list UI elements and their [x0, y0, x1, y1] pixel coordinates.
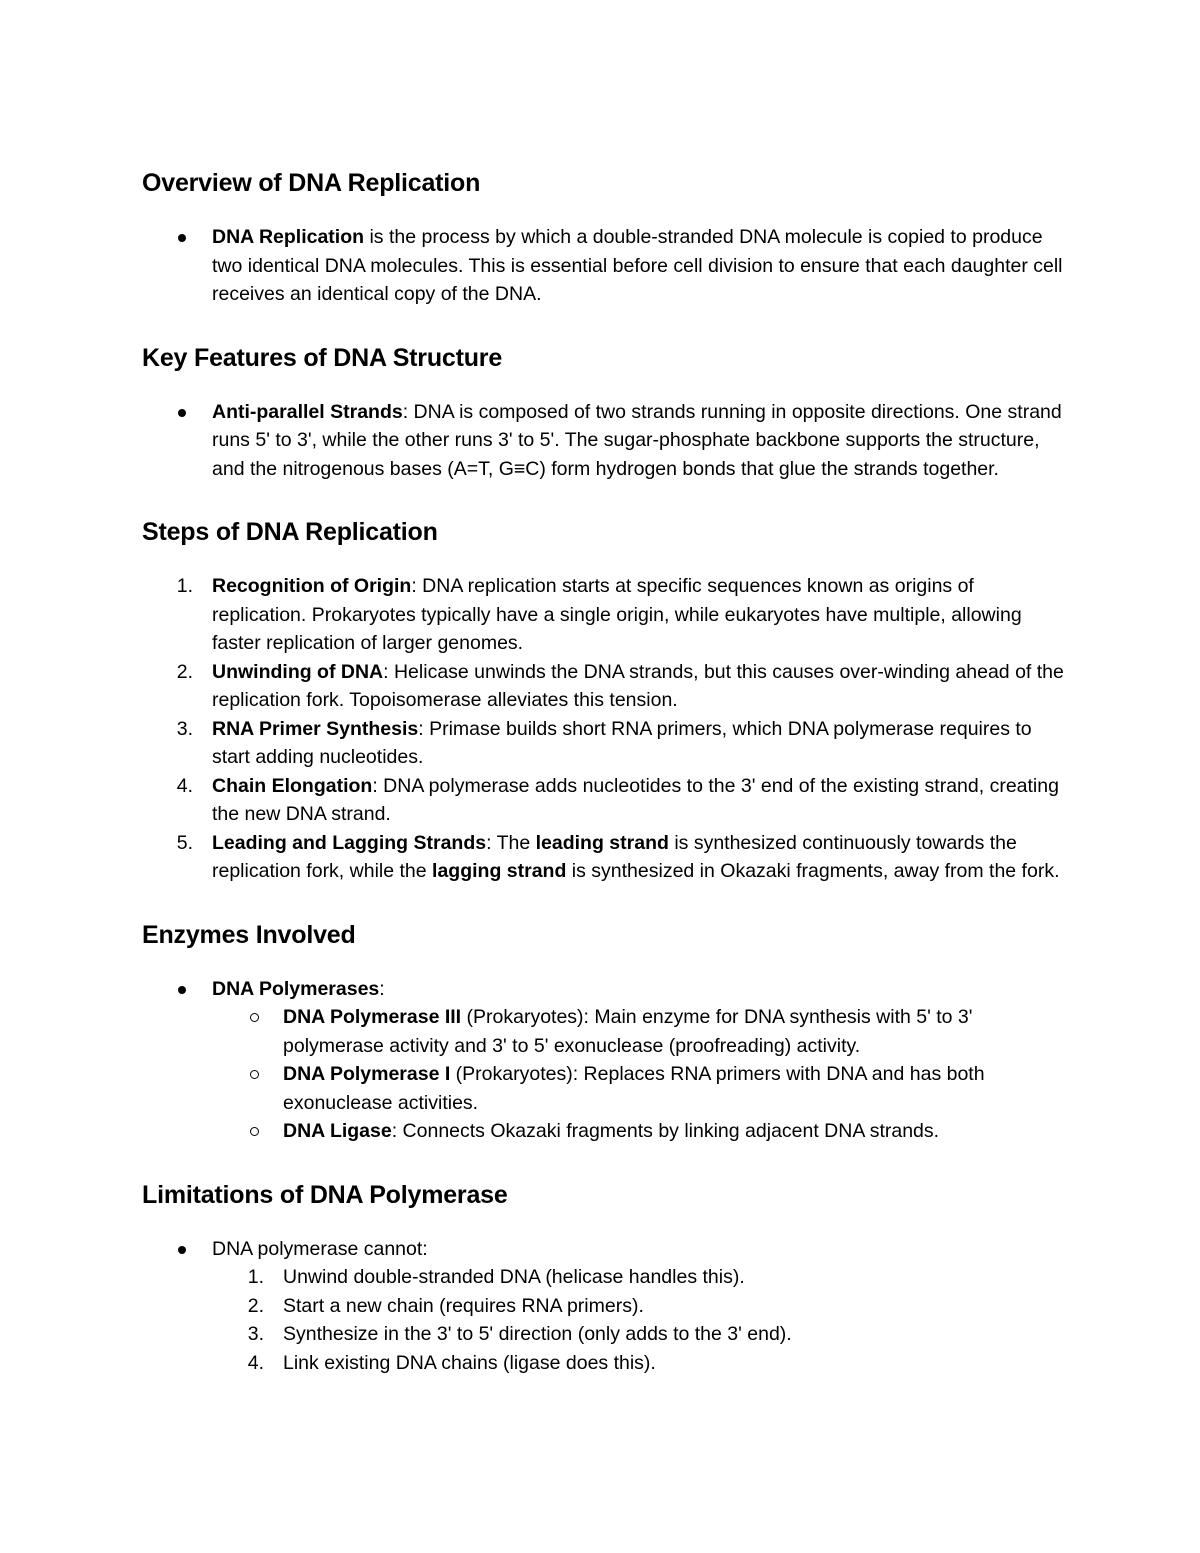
list-number: 4.: [176, 774, 193, 797]
list-number: 5.: [176, 831, 193, 854]
list-item: [142, 772, 1072, 829]
list-item: [142, 223, 1072, 309]
section-heading: Limitations of DNA Polymerase: [142, 1180, 508, 1209]
sub-list-item: [142, 1060, 1072, 1117]
term: Unwinding of DNA: [212, 660, 384, 683]
item-text: is synthesized continuously towards the replication fork, while the: [212, 831, 1017, 882]
sub-list-item: [142, 1117, 1072, 1146]
section-structure: [142, 341, 1072, 484]
item-text: : DNA polymerase adds nucleotides to the 3' end of the existing strand, creating the new DNA strand.: [212, 774, 1059, 825]
item-text: DNA polymerase cannot:: [212, 1237, 428, 1260]
term: Anti-parallel Strands: [212, 400, 403, 423]
list-number: 4.: [247, 1351, 264, 1374]
sub-list-item: [142, 1320, 1072, 1349]
list-item: [142, 829, 1072, 886]
section-enzymes: [142, 918, 1072, 1146]
section-heading: Key Features of DNA Structure: [142, 343, 503, 372]
item-text: Start a new chain (requires RNA primers).: [283, 1294, 644, 1317]
section-limitations: [142, 1178, 1072, 1378]
item-text: : Primase builds short RNA primers, which DNA polymerase requires to start adding nucleotides.: [212, 717, 1032, 768]
section-steps: [142, 515, 1072, 886]
term: Recognition of Origin: [212, 575, 412, 597]
term: DNA Polymerase III: [283, 1006, 462, 1028]
list-item: [142, 715, 1072, 772]
list-number: 1.: [247, 1266, 264, 1288]
term: lagging strand: [432, 860, 567, 882]
list-item: [142, 1235, 1072, 1264]
item-text: is the process by which a double-stranded DNA molecule is copied to produce two identical DNA molecules. This is essential before cell division to ensure that each daughter cell receives an identical copy of the DNA.: [212, 226, 1063, 305]
term: RNA Primer Synthesis: [212, 717, 419, 740]
term: DNA Replication: [212, 226, 365, 248]
list-item: [142, 398, 1072, 484]
term: Chain Elongation: [212, 774, 373, 797]
document-body: [142, 166, 1072, 1397]
list-number: 3.: [176, 717, 193, 740]
item-text: : The: [486, 831, 536, 854]
list-number: 2.: [176, 660, 193, 683]
item-text: Synthesize in the 3' to 5' direction (only adds to the 3' end).: [283, 1323, 792, 1345]
list-number: 1.: [176, 575, 193, 597]
term: DNA Polymerases: [212, 977, 380, 1000]
item-text: (Prokaryotes): Replaces RNA primers with DNA and has both exonuclease activities.: [283, 1063, 985, 1114]
sub-list-item: [142, 1263, 1072, 1292]
item-text: : Connects Okazaki fragments by linking adjacent DNA strands.: [391, 1120, 940, 1142]
list-item: [142, 658, 1072, 715]
sub-list-item: [142, 1292, 1072, 1321]
term: DNA Polymerase I: [283, 1063, 451, 1085]
item-text: (Prokaryotes): Main enzyme for DNA synthesis with 5' to 3' polymerase activity and 3' to 5' exonuclease (proofreading) activity.: [283, 1006, 973, 1057]
term: Leading and Lagging Strands: [212, 831, 487, 854]
list-number: 2.: [247, 1294, 264, 1317]
section-overview: [142, 166, 1072, 309]
sub-list-item: [142, 1349, 1072, 1378]
item-text: Unwind double-stranded DNA (helicase handles this).: [283, 1266, 745, 1288]
term: DNA Ligase: [283, 1120, 392, 1142]
section-heading: Steps of DNA Replication: [142, 518, 438, 546]
term: leading strand: [535, 831, 669, 854]
section-heading: Enzymes Involved: [142, 920, 356, 949]
item-text: : Helicase unwinds the DNA strands, but this causes over-winding ahead of the replication fork. Topoisomerase alleviates this tension.: [212, 660, 1064, 711]
section-heading: Overview of DNA Replication: [142, 169, 481, 197]
item-text: :: [379, 977, 385, 1000]
item-text: : DNA replication starts at specific sequences known as origins of replication. Prokaryotes typically have a single origin, while eukaryotes have multiple, allowing faster replication of larger genomes.: [212, 575, 1022, 654]
sub-list-item: [142, 1003, 1072, 1060]
item-text: is synthesized in Okazaki fragments, away from the fork.: [566, 860, 1060, 882]
list-item: [142, 975, 1072, 1004]
list-item: [142, 572, 1072, 658]
item-text: Link existing DNA chains (ligase does this).: [283, 1351, 656, 1374]
list-number: 3.: [247, 1323, 264, 1345]
item-text: : DNA is composed of two strands running in opposite directions. One strand runs 5' to 3', while the other runs 3' to 5'. The sugar-phosphate backbone supports the structure, and the nitrogenous bases (A=T, G≡C) form hydrogen bonds that glue the strands together.: [212, 400, 1062, 480]
